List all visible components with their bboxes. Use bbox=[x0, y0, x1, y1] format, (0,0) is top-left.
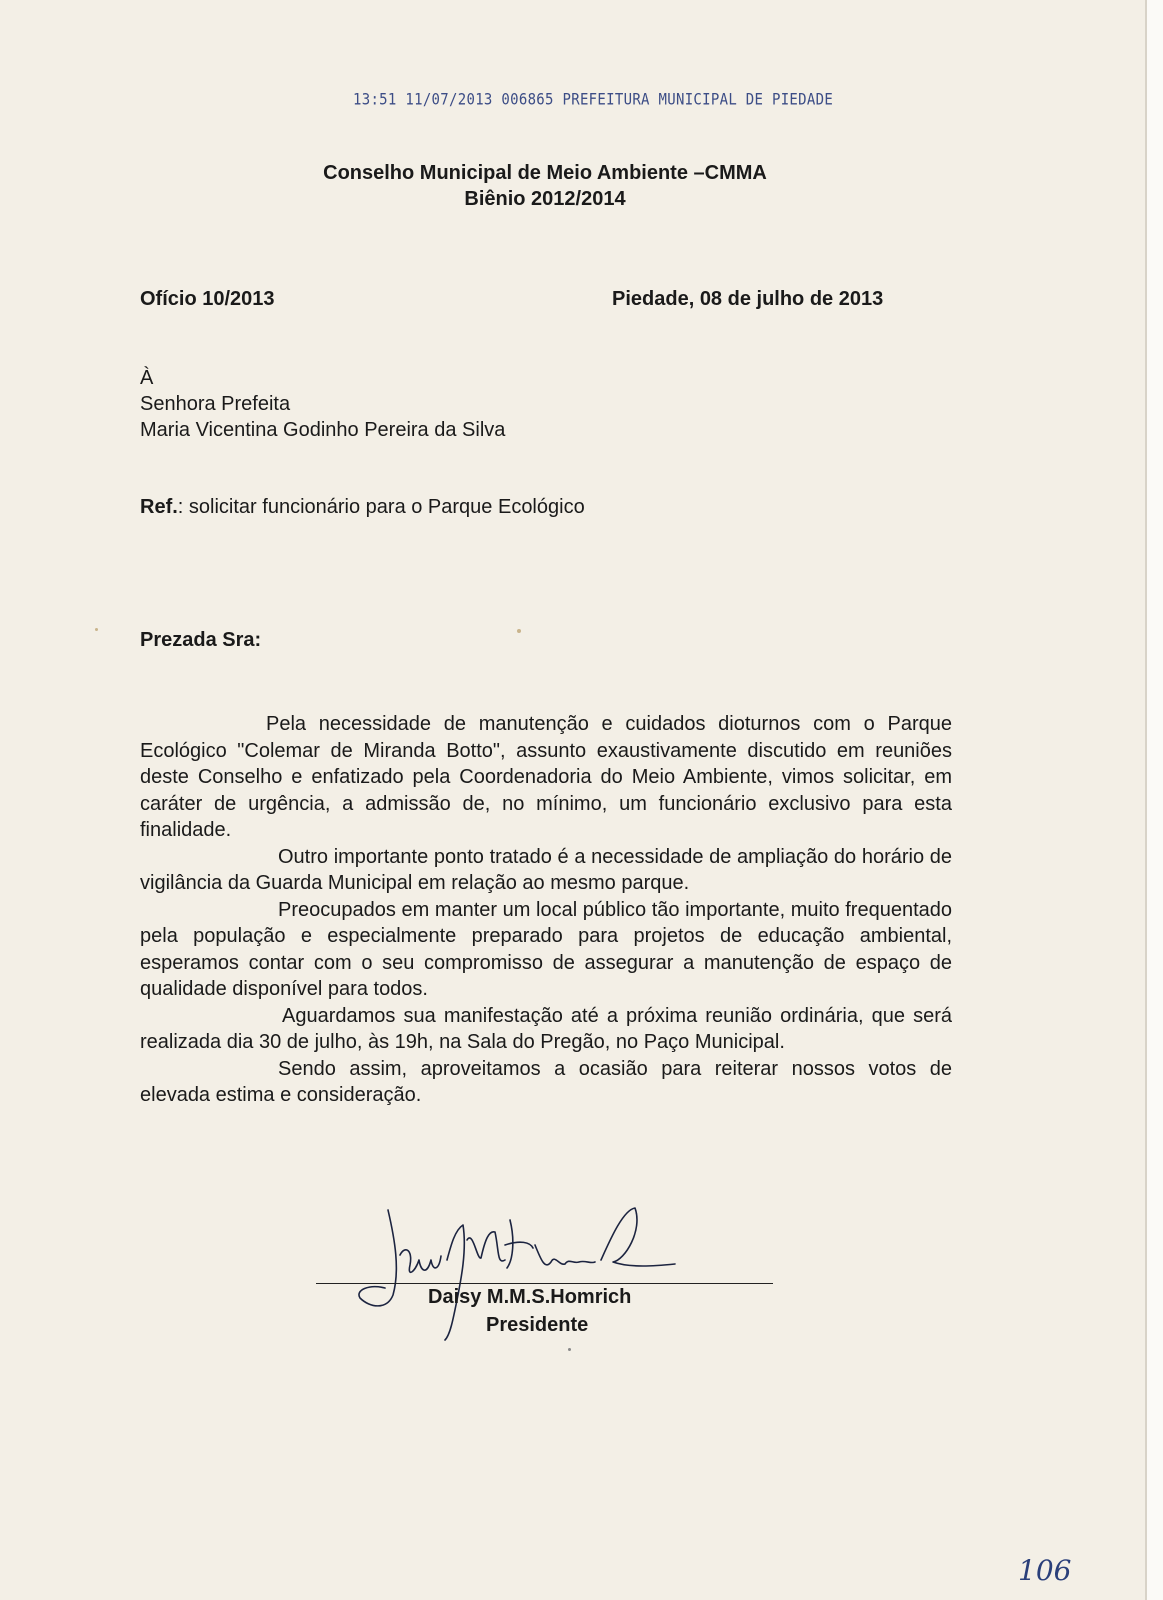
recipient-title: Senhora Prefeita bbox=[140, 393, 291, 415]
letter-body bbox=[140, 711, 952, 1109]
signatory-title: Presidente bbox=[486, 1314, 589, 1336]
paper-speck bbox=[568, 1348, 571, 1351]
paragraph: Pela necessidade de manutenção e cuidados dioturnos com o Parque Ecológico "Colemar de Miranda Botto", assunto exaustivamente discutido em reuniões deste Conselho e enfatizado pela Coordenadoria do Meio Ambiente, vimos solicitar, em caráter de urgência, a admissão de, no mínimo, um funcionário exclusivo para esta finalidade. bbox=[140, 713, 952, 841]
signature-line bbox=[316, 1283, 773, 1284]
place-date: Piedade, 08 de julho de 2013 bbox=[612, 288, 884, 310]
paper-speck bbox=[517, 629, 521, 633]
scan-edge bbox=[1147, 0, 1163, 1600]
paragraph: Sendo assim, aproveitamos a ocasião para reiterar nossos votos de elevada estima e consideração. bbox=[140, 1057, 952, 1106]
signatory-name: Daisy M.M.S.Homrich bbox=[428, 1286, 632, 1308]
handwritten-page-number: 106 bbox=[1018, 1554, 1072, 1587]
recipient-prefix: À bbox=[140, 367, 154, 389]
council-title: Conselho Municipal de Meio Ambiente –CMMA bbox=[323, 162, 767, 184]
reference-label: Ref. bbox=[140, 496, 178, 518]
oficio-number: Ofício 10/2013 bbox=[140, 288, 275, 310]
paragraph: Preocupados em manter um local público tão importante, muito frequentado pela população e especialmente preparado para projetos de educação ambiental, esperamos contar com o seu compromisso de assegurar a manutenção de espaço de qualidade disponível para todos. bbox=[140, 898, 952, 1000]
reference-line bbox=[140, 496, 585, 519]
protocol-stamp: 13:51 11/07/2013 006865 PREFEITURA MUNICIPAL DE PIEDADE bbox=[353, 90, 834, 110]
paragraph: Outro importante ponto tratado é a necessidade de ampliação do horário de vigilância da Guarda Municipal em relação ao mesmo parque. bbox=[140, 845, 952, 894]
biennium-title: Biênio 2012/2014 bbox=[464, 188, 626, 210]
salutation: Prezada Sra: bbox=[140, 629, 262, 651]
paper-speck bbox=[95, 628, 98, 631]
reference-text: : solicitar funcionário para o Parque Ecológico bbox=[177, 496, 585, 518]
recipient-name: Maria Vicentina Godinho Pereira da Silva bbox=[140, 419, 506, 441]
paragraph: Aguardamos sua manifestação até a próxima reunião ordinária, que será realizada dia 30 de julho, às 19h, na Sala do Pregão, no Paço Municipal. bbox=[140, 1004, 952, 1053]
